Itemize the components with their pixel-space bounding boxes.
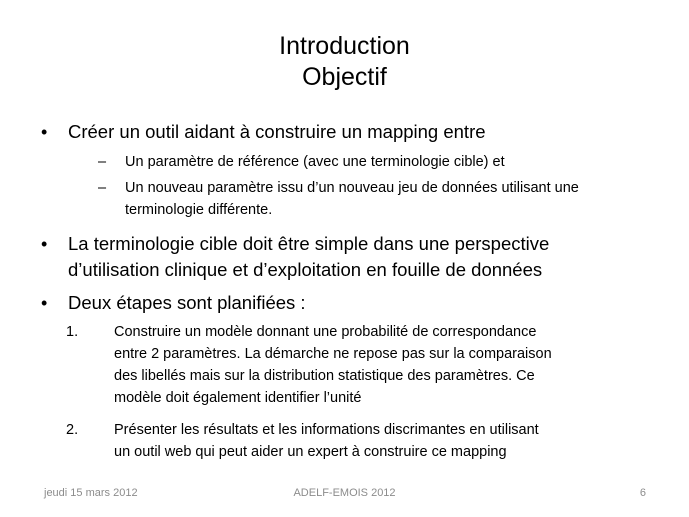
title-line-2: Objectif [302,63,387,91]
dash-marker: – [98,180,107,196]
step-1 [66,321,674,409]
step-line-3: des libellés mais sur la distribution statistique des paramètres. Ce [114,368,535,384]
step-2 [66,419,674,463]
bullet-text: Deux étapes sont planifiées : [68,292,306,313]
footer-page-number: 6 [639,487,646,499]
sub-bullet-new-parameter [98,177,685,221]
step-line-2: un outil web qui peut aider un expert à construire ce mapping [114,444,507,460]
bullet-line-1: La terminologie cible doit être simple dans une perspective [68,233,550,254]
sub-bullet-text: Un paramètre de référence (avec une terminologie cible) et [125,154,505,170]
bullet-marker: • [41,122,48,142]
step-line-1: Présenter les résultats et les informations discrimantes en utilisant [114,422,539,438]
slide-title [0,31,689,93]
title-line-1: Introduction [279,32,410,60]
bullet-marker: • [41,234,48,254]
sub-bullet-line-1: Un nouveau paramètre issu d’un nouveau jeu de données utilisant une [125,180,579,196]
bullet-line-2: d’utilisation clinique et d’exploitation en fouille de données [68,259,543,280]
footer-event: ADELF-EMOIS 2012 [293,487,396,499]
sub-bullet-line-2: terminologie différente. [125,202,273,218]
bullet-text: Créer un outil aidant à construire un mapping entre [68,121,486,142]
dash-marker: – [98,154,107,170]
step-number: 1. [66,324,79,340]
bullet-two-steps [41,290,668,316]
footer-date: jeudi 15 mars 2012 [44,487,138,499]
bullet-target-terminology [41,231,668,283]
sub-bullet-reference-parameter [98,151,685,173]
step-line-1: Construire un modèle donnant une probabilité de correspondance [114,324,537,340]
bullet-create-tool [41,119,668,145]
step-number: 2. [66,422,79,438]
bullet-marker: • [41,293,48,313]
step-line-2: entre 2 paramètres. La démarche ne repose pas sur la comparaison [114,346,552,362]
step-line-4: modèle doit également identifier l’unité [114,390,362,406]
